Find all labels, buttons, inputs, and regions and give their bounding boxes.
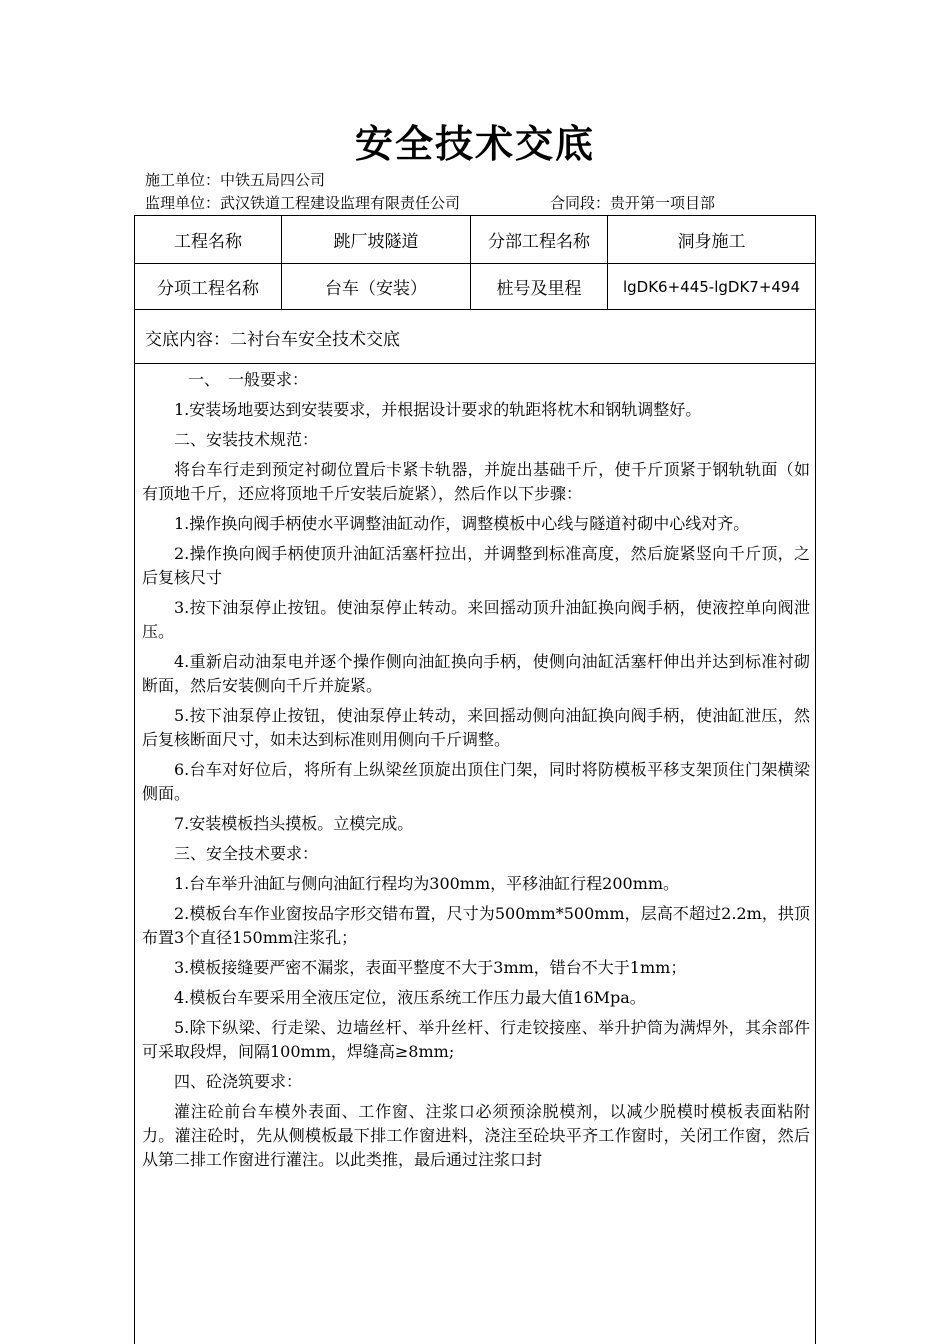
- supervision-unit: 监理单位：武汉铁道工程建设监理有限责任公司: [145, 194, 461, 212]
- mileage-value: lgDK6+445-lgDK7+494: [622, 277, 801, 296]
- project-name-label: 工程名称: [174, 232, 242, 252]
- item-name-value: 台车（安装）: [325, 279, 427, 299]
- paragraph: 6.台车对好位后，将所有上纵梁丝顶旋出顶住门架，同时将防模板平移支架顶住门架横梁侧面。: [142, 760, 810, 803]
- paragraph: 将台车行走到预定衬砌位置后卡紧卡轨器，并旋出基础千斤，使千斤顶紧于钢轨轨面（如有顶地千斤，还应将顶地千斤安装后旋紧），然后作以下步骤：: [142, 460, 810, 503]
- disclosure-table: [134, 215, 816, 1344]
- section-heading: 一、 一般要求：: [188, 370, 309, 389]
- sub-project-label: 分部工程名称: [488, 232, 590, 252]
- paragraph: 7.安装模板挡头摸板。立模完成。: [174, 814, 414, 833]
- paragraph: 1.台车举升油缸与侧向油缸行程均为300mm，平移油缸行程200mm。: [174, 874, 680, 893]
- paragraph: 灌注砼前台车模外表面、工作窗、注浆口必须预涂脱模剂，以减少脱模时模板表面粘附力。灌注砼时，先从侧模板最下排工作窗进料，浇注至砼块平齐工作窗时，关闭工作窗，然后从第二排工作窗进行灌注。以此类推，最后通过注浆口封: [142, 1102, 810, 1169]
- paragraph: 5.除下纵梁、行走梁、边墙丝杆、举升丝杆、行走铰接座、举升护筒为满焊外，其余部件可采取段焊，间隔100mm，焊缝高≥8mm;: [142, 1018, 810, 1061]
- paragraph: 3.模板接缝要严密不漏浆，表面平整度不大于3mm，错台不大于1mm；: [174, 958, 687, 977]
- paragraph: 1.安装场地要达到安装要求，并根据设计要求的轨距将枕木和钢轨调整好。: [174, 400, 702, 419]
- paragraph: 2.模板台车作业窗按品字形交错布置，尺寸为500mm*500mm，层高不超过2.2m，拱顶布置3个直径150mm注浆孔；: [142, 904, 810, 947]
- paragraph: 4.重新启动油泵电并逐个操作侧向油缸换向手柄，使侧向油缸活塞杆伸出并达到标准衬砌断面，然后安装侧向千斤并旋紧。: [142, 652, 810, 695]
- paragraph: 5.按下油泵停止按钮，使油泵停止转动，来回摇动侧向油缸换向阀手柄，使油缸泄压，然后复核断面尺寸，如未达到标准则用侧向千斤调整。: [142, 706, 810, 749]
- section-heading: 三、安全技术要求：: [174, 844, 319, 863]
- content-label: 交底内容：二衬台车安全技术交底: [145, 329, 400, 350]
- paragraph: 4.模板台车要采用全液压定位，液压系统工作压力最大值16Mpa。: [174, 988, 646, 1007]
- mileage-label: 桩号及里程: [496, 279, 582, 299]
- contract-section: 合同段：贵开第一项目部: [550, 194, 716, 212]
- item-name-label: 分项工程名称: [157, 279, 259, 299]
- section-heading: 四、砼浇筑要求：: [174, 1072, 303, 1091]
- project-name-value: 跳厂坡隧道: [333, 232, 419, 252]
- paragraph: 1.操作换向阀手柄使水平调整油缸动作，调整模板中心线与隧道衬砌中心线对齐。: [174, 514, 750, 533]
- paragraph: 3.按下油泵停止按钮。使油泵停止转动。来回摇动顶升油缸换向阀手柄，使液控单向阀泄压。: [142, 598, 810, 641]
- row-divider: [135, 309, 815, 310]
- disclosure-body: [142, 368, 810, 1178]
- section-heading: 二、安装技术规范：: [174, 430, 319, 449]
- paragraph: 2.操作换向阀手柄使顶升油缸活塞杆拉出，并调整到标准高度，然后旋紧竖向千斤顶，之后复核尺寸: [142, 544, 810, 587]
- sub-project-value: 洞身施工: [677, 232, 746, 252]
- row-divider: [135, 363, 815, 364]
- construction-unit: 施工单位：中铁五局四公司: [145, 171, 326, 189]
- page-title: 安全技术交底: [354, 121, 595, 166]
